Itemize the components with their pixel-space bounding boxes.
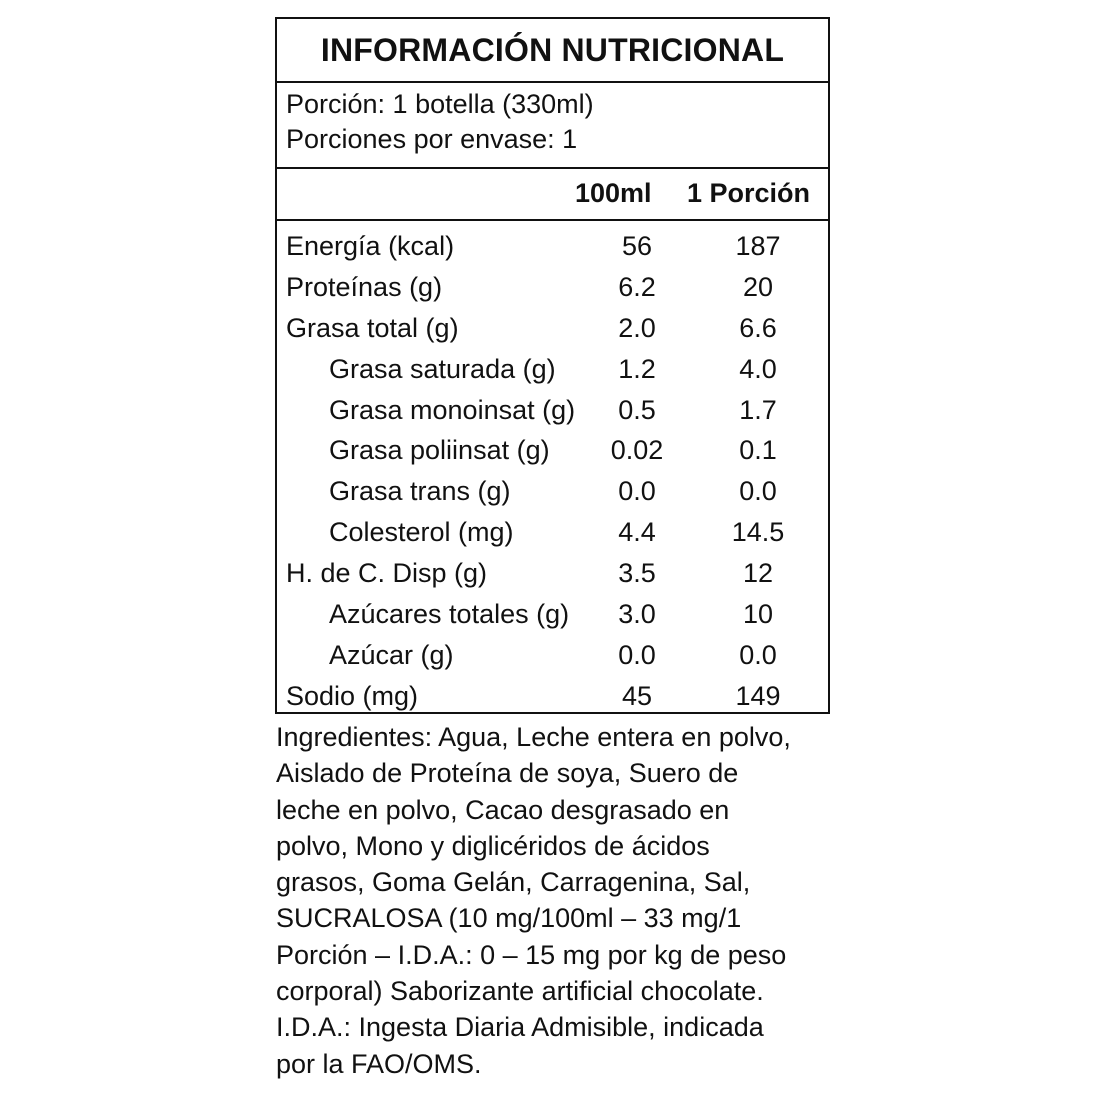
nutrient-row-proteinas: [277, 267, 828, 308]
nutrient-value-100ml: 0.0: [618, 476, 656, 507]
servings-per-container: Porciones por envase: 1: [286, 124, 578, 154]
nutrient-value-100ml: 0.0: [618, 639, 656, 670]
nutrient-name: H. de C. Disp (g): [286, 558, 488, 589]
nutrient-value-100ml: 6.2: [618, 271, 656, 302]
nutrient-row-grasa-trans: [277, 471, 828, 512]
ingredients-line: corporal) Saborizante artificial chocolate.: [276, 976, 764, 1007]
nutrient-value-100ml: 4.4: [618, 517, 656, 548]
nutrient-row-azucares-totales: [277, 594, 828, 635]
nutrient-name: Grasa poliinsat (g): [329, 435, 550, 466]
nutrient-name: Grasa trans (g): [329, 476, 511, 507]
nutrient-table: [277, 221, 828, 717]
nutrient-row-sodio: [277, 676, 828, 717]
nutrient-name: Proteínas (g): [286, 271, 443, 302]
nutrient-row-grasa-saturada: [277, 349, 828, 390]
nutrient-value-portion: 10: [742, 599, 774, 630]
nutrient-row-energia: [277, 226, 828, 267]
ingredients-line: SUCRALOSA (10 mg/100ml – 33 mg/1: [276, 903, 742, 934]
column-header-portion: 1 Porción: [687, 178, 811, 208]
nutrient-name: Sodio (mg): [286, 680, 419, 711]
nutrient-name: Azúcar (g): [329, 639, 454, 670]
nutrient-value-100ml: 2.0: [618, 312, 656, 343]
nutrient-row-azucar: [277, 635, 828, 676]
nutrient-row-grasa-poliinsat: [277, 430, 828, 471]
nutrient-value-portion: 14.5: [731, 517, 785, 548]
ingredients-text: [276, 719, 836, 1082]
nutrient-value-portion: 0.1: [739, 435, 777, 466]
nutrient-name: Grasa monoinsat (g): [329, 394, 576, 425]
ingredients-line: por la FAO/OMS.: [276, 1048, 482, 1079]
ingredients-line: polvo, Mono y diglicéridos de ácidos: [276, 830, 710, 861]
ingredients-line: Ingredientes: Agua, Leche entera en polvo,: [276, 722, 791, 752]
column-headers: [277, 169, 828, 221]
nutrient-value-portion: 187: [735, 231, 781, 261]
ingredients-line: leche en polvo, Cacao desgrasado en: [276, 794, 730, 825]
nutrient-value-100ml: 3.0: [618, 599, 656, 630]
nutrient-row-grasa-total: [277, 308, 828, 349]
nutrition-facts-panel: [275, 17, 830, 714]
nutrient-value-portion: 1.7: [739, 394, 777, 425]
nutrient-value-portion: 149: [735, 680, 781, 711]
nutrient-name: Grasa total (g): [286, 312, 459, 343]
ingredients-line: I.D.A.: Ingesta Diaria Admisible, indicada: [276, 1012, 764, 1043]
ingredients-line: Aislado de Proteína de soya, Suero de: [276, 758, 739, 789]
serving-size: Porción: 1 botella (330ml): [286, 89, 594, 119]
nutrient-value-100ml: 1.2: [618, 353, 656, 384]
nutrient-value-100ml: 45: [621, 680, 653, 711]
panel-title: INFORMACIÓN NUTRICIONAL: [277, 19, 828, 83]
nutrient-value-portion: 12: [742, 558, 774, 589]
nutrient-value-100ml: 56: [621, 231, 653, 261]
nutrient-name: Energía (kcal): [286, 231, 455, 261]
nutrient-value-portion: 20: [742, 271, 774, 302]
nutrient-value-portion: 4.0: [739, 353, 777, 384]
nutrient-row-grasa-monoinsat: [277, 390, 828, 431]
nutrient-value-100ml: 3.5: [618, 558, 656, 589]
ingredients-line: grasos, Goma Gelán, Carragenina, Sal,: [276, 867, 751, 898]
nutrient-value-portion: 6.6: [739, 312, 777, 343]
nutrient-value-portion: 0.0: [739, 476, 777, 507]
nutrient-name: Grasa saturada (g): [329, 353, 556, 384]
nutrient-value-portion: 0.0: [739, 639, 777, 670]
nutrient-name: Colesterol (mg): [329, 517, 514, 548]
nutrient-value-100ml: 0.5: [618, 394, 656, 425]
nutrient-value-100ml: 0.02: [610, 435, 664, 466]
nutrient-row-colesterol: [277, 512, 828, 553]
nutrient-row-carbohidratos: [277, 553, 828, 594]
nutrient-name: Azúcares totales (g): [329, 599, 570, 630]
ingredients-line: Porción – I.D.A.: 0 – 15 mg por kg de peso: [276, 939, 787, 970]
column-header-100ml: 100ml: [575, 178, 652, 208]
serving-info: [277, 83, 828, 169]
